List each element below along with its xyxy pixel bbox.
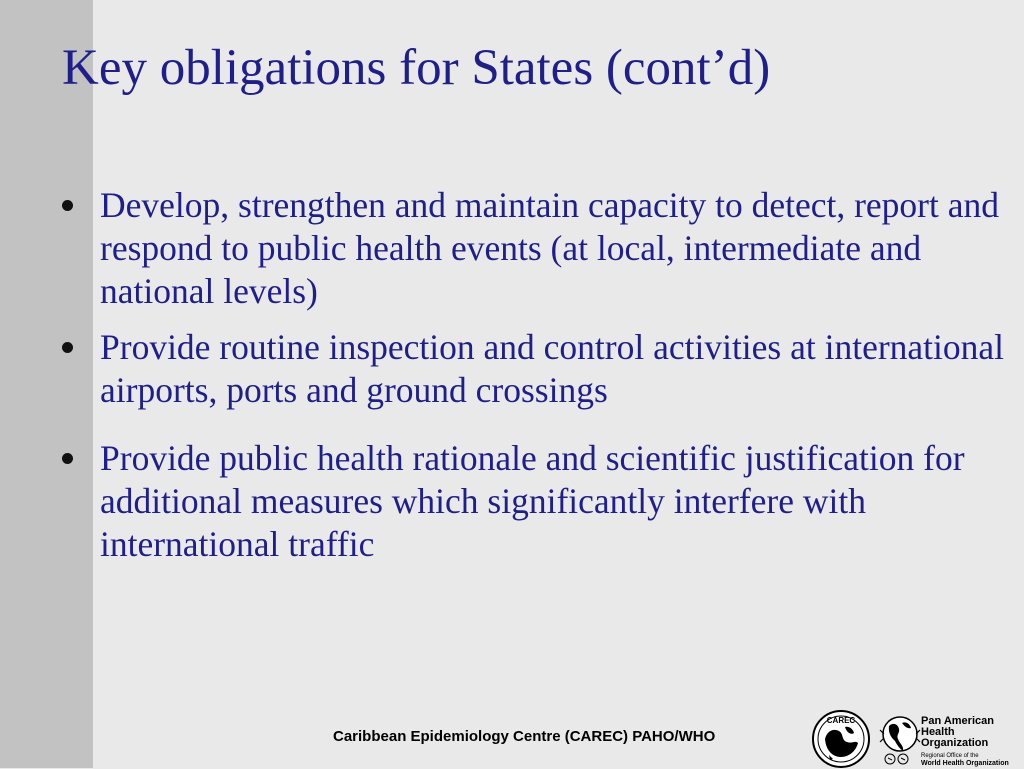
slide-title: Key obligations for States (cont’d) [62, 40, 771, 96]
bullet-dot-icon [62, 342, 73, 353]
paho-name-line: Health [921, 726, 955, 738]
paho-name-line: Organization [921, 737, 989, 749]
paho-name-line: Pan American [921, 715, 994, 727]
carec-logo-label: CAREC [826, 716, 856, 725]
bullet-item [58, 326, 1008, 412]
paho-organization-name [921, 716, 994, 749]
bullet-text: Provide routine inspection and control activities at international airports, ports and ground crossings [100, 327, 1005, 410]
paho-sub-line: Regional Office of the [921, 753, 979, 759]
bullet-list [58, 184, 1008, 579]
bullet-item [58, 437, 1008, 566]
footer-credit: Caribbean Epidemiology Centre (CAREC) PAHO/WHO [333, 728, 716, 745]
paho-logo-icon [878, 714, 922, 766]
bullet-item [58, 184, 1008, 313]
bullet-dot-icon [62, 200, 73, 211]
carec-logo-icon [811, 709, 871, 769]
bullet-dot-icon [62, 453, 73, 464]
paho-subtitle [921, 752, 1009, 768]
paho-sub-line: World Health Organization [921, 760, 1009, 767]
bullet-text: Develop, strengthen and maintain capacity to detect, report and respond to public health events (at local, intermediate and national levels) [100, 185, 999, 311]
bullet-text: Provide public health rationale and scientific justification for additional measures which significantly interfere with international traffic [100, 438, 965, 564]
